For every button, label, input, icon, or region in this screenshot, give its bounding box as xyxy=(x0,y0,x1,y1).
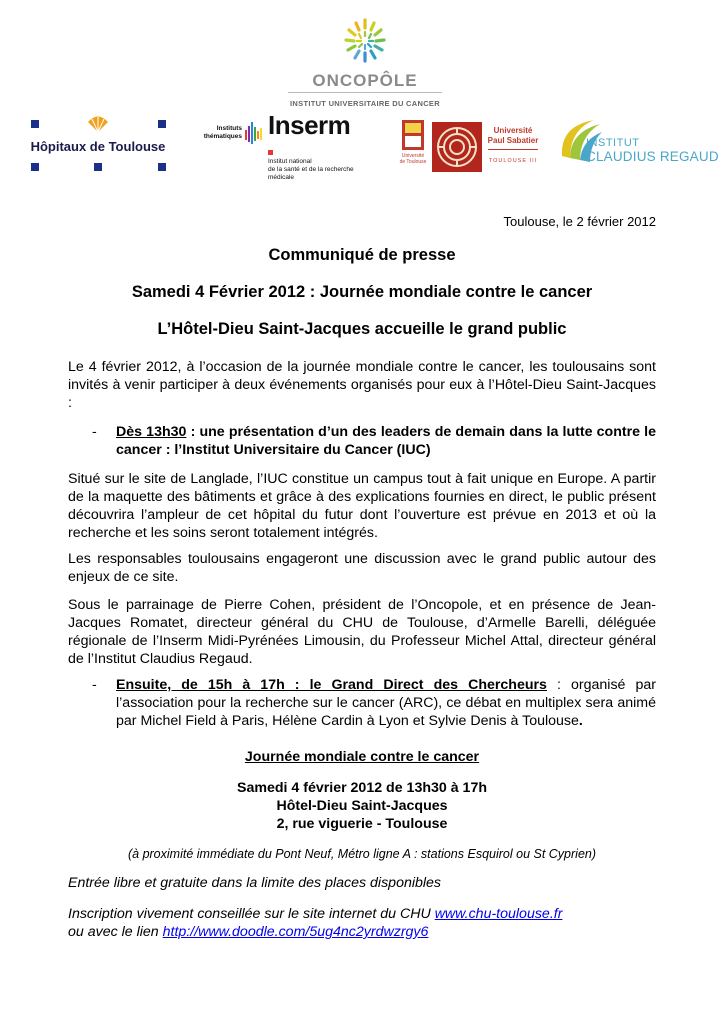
event-place: Hôtel-Dieu Saint-Jacques xyxy=(276,798,448,814)
event-title xyxy=(0,748,724,766)
oncopole-flower-icon xyxy=(335,14,395,70)
inserm-subtitle-line2: de la santé et de la recherche médicale xyxy=(268,166,354,181)
inscription-line2 xyxy=(68,923,562,941)
bullet-1-dash: - xyxy=(92,424,97,440)
event-date: Samedi 4 février 2012 de 13h30 à 17h xyxy=(236,780,487,796)
bullet-2-desc: : organisé par l’association pour la recherche sur le cancer (ARC), ce débat en multiplex sera animé par Michel Field à Paris, Hélène Cardin à Lyon et Sylvie Denis à Toulouse xyxy=(116,677,656,729)
event-access: (à proximité immédiate du Pont Neuf, Métro ligne A : stations Esquirol ou St Cyprien) xyxy=(127,847,597,861)
ut-crest-icon xyxy=(402,120,424,150)
icr-line1: INSTITUT xyxy=(586,137,640,149)
oncopole-name: ONCOPÔLE xyxy=(312,71,418,90)
inserm-red-dot-icon xyxy=(268,150,273,155)
ut-label xyxy=(398,153,428,165)
event-address: 2, rue viguerie - Toulouse xyxy=(276,816,448,832)
inserm-subtitle xyxy=(268,158,378,182)
universite-toulouse-logo xyxy=(398,120,428,174)
bullet-2-bold: Ensuite, de 15h à 17h : le Grand Direct des Chercheurs xyxy=(116,677,547,693)
bullet-2-text xyxy=(116,676,656,730)
bullet-2-end: . xyxy=(578,713,583,729)
ups-maze-icon xyxy=(432,122,482,172)
paragraph-parrainage: Sous le parrainage de Pierre Cohen, président de l’Oncopole, et en présence de Jean-Jacques Romatet, directeur général du CHU de Toulouse, d’Armelle Barelli, déléguée régionale de l’Inserm Midi-Pyrénées Limousin, du Professeur Michel Attal, directeur général de l’Institut Claudius Regaud. xyxy=(68,597,656,667)
inserm-logo xyxy=(198,110,378,181)
oncopole-logo xyxy=(284,14,446,108)
ups-divider xyxy=(488,149,538,150)
hopitaux-logo xyxy=(24,115,172,175)
inscription-prefix2: ou avec le lien xyxy=(68,924,163,940)
intro-paragraph: Le 4 février 2012, à l’occasion de la journée mondiale contre le cancer, les toulousains sont invités à venir participer à deux événements organisés pour eux à l’Hôtel-Dieu Saint-Jacques : xyxy=(68,359,656,411)
bullet-1-sep: : xyxy=(186,424,200,440)
event-headline: Samedi 4 Février 2012 : Journée mondiale contre le cancer xyxy=(131,283,593,301)
shell-icon xyxy=(87,115,109,133)
hop-square-icon xyxy=(158,163,166,171)
inserm-instituts-label: Instituts thématiques xyxy=(203,125,242,140)
chu-website-link[interactable]: www.chu-toulouse.fr xyxy=(434,906,563,922)
hop-square-icon xyxy=(31,120,39,128)
ups-name xyxy=(486,126,540,146)
ups-sub: TOULOUSE III xyxy=(488,158,538,164)
ut-label-line2: de Toulouse xyxy=(399,159,427,165)
oncopole-subtitle: INSTITUT UNIVERSITAIRE DU CANCER xyxy=(288,92,442,113)
icr-line2: CLAUDIUS REGAUD xyxy=(586,149,719,164)
inscription-info xyxy=(68,905,562,941)
press-release-title: Communiqué de presse xyxy=(268,246,456,264)
bullet-2 xyxy=(68,676,656,730)
date-line: Toulouse, le 2 février 2012 xyxy=(503,214,656,229)
inserm-subtitle-line1: Institut national xyxy=(268,158,312,165)
ups-line1: Université xyxy=(493,126,533,135)
paul-sabatier-logo xyxy=(432,118,538,176)
event-details xyxy=(0,779,724,833)
event-title-text: Journée mondiale contre le cancer xyxy=(244,749,480,765)
hop-square-icon xyxy=(94,163,102,171)
hopitaux-name: Hôpitaux de Toulouse xyxy=(30,139,166,154)
hop-square-icon xyxy=(31,163,39,171)
inscription-prefix: Inscription vivement conseillée sur le site internet du CHU xyxy=(68,906,435,922)
hotel-dieu-headline: L’Hôtel-Dieu Saint-Jacques accueille le grand public xyxy=(157,320,567,338)
entry-info: Entrée libre et gratuite dans la limite des places disponibles xyxy=(68,875,442,891)
paragraph-langlade: Situé sur le site de Langlade, l’IUC constitue un campus tout à fait unique en Europe. A partir de la maquette des bâtiments et grâce à des explications fournies en direct, le public présent découvrira l’ampleur de cet hôpital du futur dont l’ouverture est prévue en 2013 et où la recherche et les soins seront totalement intégrés. xyxy=(68,471,656,541)
inserm-bars-icon xyxy=(245,122,263,144)
inscription-line1 xyxy=(68,905,562,923)
hop-square-icon xyxy=(158,120,166,128)
paragraph-discussion: Les responsables toulousains engageront une discussion avec le grand public autour des enjeux de ce site. xyxy=(68,551,656,585)
bullet-1-text xyxy=(116,423,656,459)
bullet-1-time: Dès 13h30 xyxy=(116,424,187,440)
bullet-1 xyxy=(68,423,656,459)
ups-line2: Paul Sabatier xyxy=(487,136,539,145)
bullet-2-dash: - xyxy=(92,677,97,693)
claudius-regaud-logo xyxy=(556,114,719,174)
bullet-1-desc: une présentation d’un des leaders de demain dans la lutte contre le cancer : l’Institut Universitaire du Cancer (IUC) xyxy=(116,424,656,458)
ut-label-line1: Université xyxy=(401,153,425,159)
inserm-name: Inserm xyxy=(268,110,351,140)
doodle-link[interactable]: http://www.doodle.com/5ug4nc2yrdwzrgy6 xyxy=(162,924,429,940)
